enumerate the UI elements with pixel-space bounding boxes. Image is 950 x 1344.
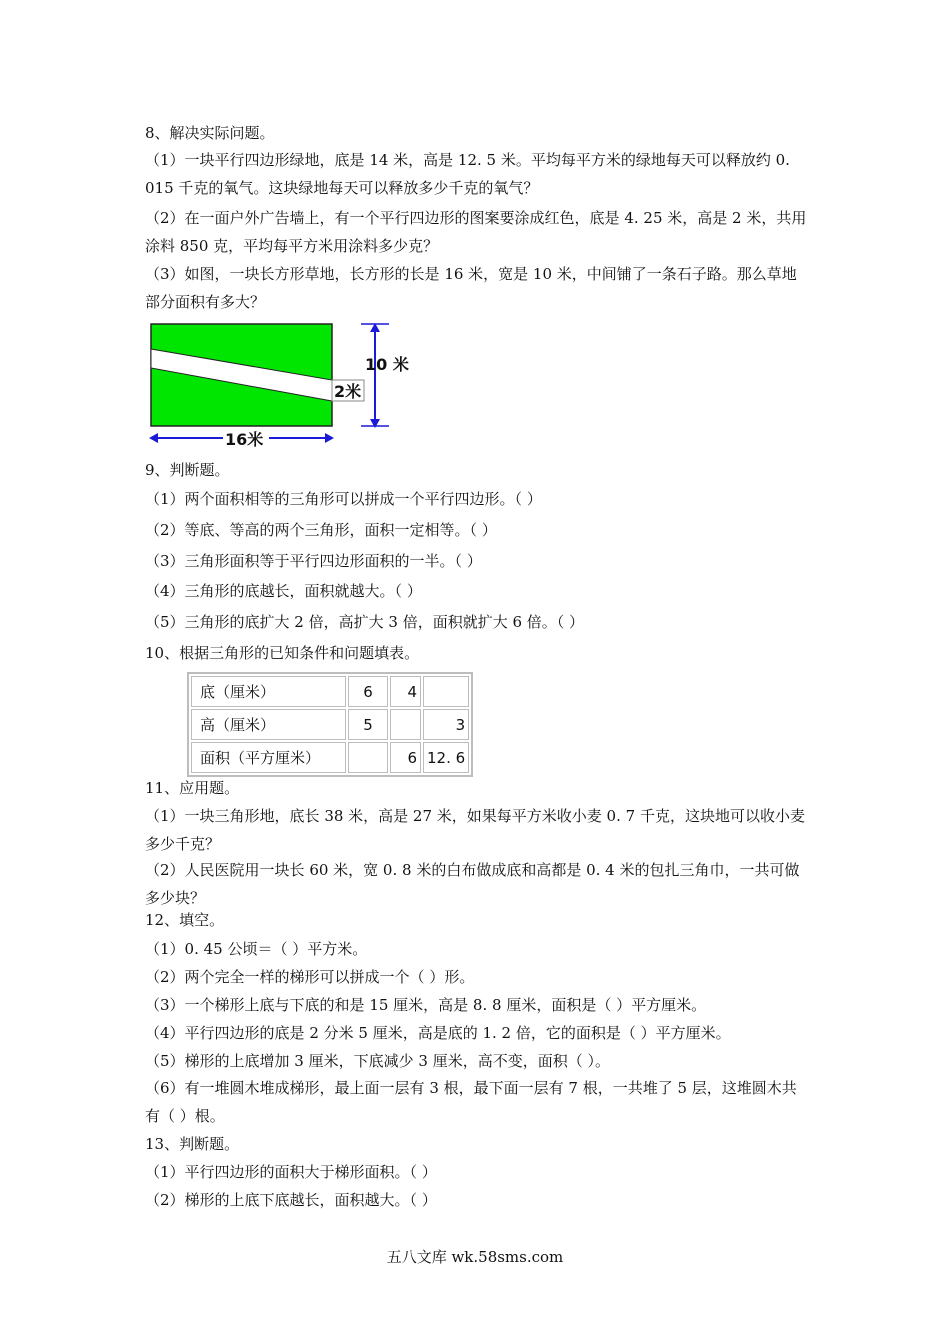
length-arrow-left-icon [149, 433, 158, 443]
length-label: 16米 [225, 430, 264, 449]
table-row [191, 709, 469, 740]
footer-watermark: 五八文库 wk.58sms.com [386, 1248, 564, 1266]
q8-problem-2: （2）在一面户外广告墙上，有一个平行四边形的图案要涂成红色，底是 4. 25 米，高是 2 米，共用涂料 850 克，平均每平方米用涂料多少克？ [145, 209, 807, 255]
road-width-label: 2米 [334, 382, 362, 401]
q9-item-5: （5）三角形的底扩大 2 倍，高扩大 3 倍，面积就扩大 6 倍。（ ） [145, 613, 585, 631]
q9-item-3: （3）三角形面积等于平行四边形面积的一半。（ ） [145, 552, 482, 570]
q12-item-6: （6）有一堆圆木堆成梯形，最上面一层有 3 根，最下面一层有 7 根，一共堆了 5 层，这堆圆木共有（ ）根。 [145, 1079, 797, 1125]
q12-item-3: （3）一个梯形上底与下底的和是 15 厘米，高是 8. 8 厘米，面积是（ ）平方厘米。 [145, 996, 707, 1014]
table-cell: 12. 6 [423, 742, 469, 773]
height-label: 10 米 [365, 355, 409, 374]
q13-title: 13、判断题。 [145, 1135, 240, 1153]
q9-item-4: （4）三角形的底越长，面积就越大。（ ） [145, 582, 422, 600]
q12-item-2: （2）两个完全一样的梯形可以拼成一个（ ）形。 [145, 968, 475, 986]
table-cell: 5 [348, 709, 388, 740]
triangle-fill-table [187, 672, 473, 777]
q8-problem-1: （1）一块平行四边形绿地，底是 14 米，高是 12. 5 米。平均每平方米的绿地每天可以释放约 0. 015 千克的氧气。这块绿地每天可以释放多少千克的氧气？ [145, 151, 790, 197]
q12-item-4: （4）平行四边形的底是 2 分米 5 厘米，高是底的 1. 2 倍，它的面积是（ ）平方厘米。 [145, 1024, 731, 1042]
q13-item-2: （2）梯形的上底下底越长，面积越大。（ ） [145, 1191, 437, 1209]
table-cell[interactable] [423, 676, 469, 707]
q11-problem-2: （2）人民医院用一块长 60 米，宽 0. 8 米的白布做成底和高都是 0. 4 米的包扎三角巾，一共可做多少块？ [145, 861, 800, 907]
table-row [191, 742, 469, 773]
table-cell: 6 [348, 676, 388, 707]
table-row [191, 676, 469, 707]
q12-item-5: （5）梯形的上底增加 3 厘米，下底减少 3 厘米，高不变，面积（ ）。 [145, 1052, 610, 1070]
table-cell[interactable] [348, 742, 388, 773]
q12-title: 12、填空。 [145, 911, 225, 929]
lawn-figure [145, 318, 415, 453]
table-cell: 4 [390, 676, 421, 707]
table-cell: 面积（平方厘米） [191, 742, 346, 773]
q9-title: 9、判断题。 [145, 461, 230, 479]
table-cell: 3 [423, 709, 469, 740]
q8-problem-3: （3）如图，一块长方形草地，长方形的长是 16 米，宽是 10 米，中间铺了一条石子路。那么草地部分面积有多大？ [145, 265, 797, 311]
table-cell[interactable] [390, 709, 421, 740]
q11-problem-1: （1）一块三角形地，底长 38 米，高是 27 米，如果每平方米收小麦 0. 7 千克，这块地可以收小麦多少千克？ [145, 807, 805, 853]
q12-item-1: （1）0. 45 公顷＝（ ）平方米。 [145, 940, 368, 958]
table-cell: 6 [390, 742, 421, 773]
q8-title: 8、解决实际问题。 [145, 124, 275, 142]
length-arrow-right-icon [325, 433, 334, 443]
table-cell: 底（厘米） [191, 676, 346, 707]
q11-title: 11、应用题。 [145, 779, 240, 797]
q13-item-1: （1）平行四边形的面积大于梯形面积。（ ） [145, 1163, 437, 1181]
table-cell: 高（厘米） [191, 709, 346, 740]
q9-item-1: （1）两个面积相等的三角形可以拼成一个平行四边形。（ ） [145, 490, 542, 508]
q10-title: 10、根据三角形的已知条件和问题填表。 [145, 644, 420, 662]
q9-item-2: （2）等底、等高的两个三角形，面积一定相等。（ ） [145, 521, 497, 539]
